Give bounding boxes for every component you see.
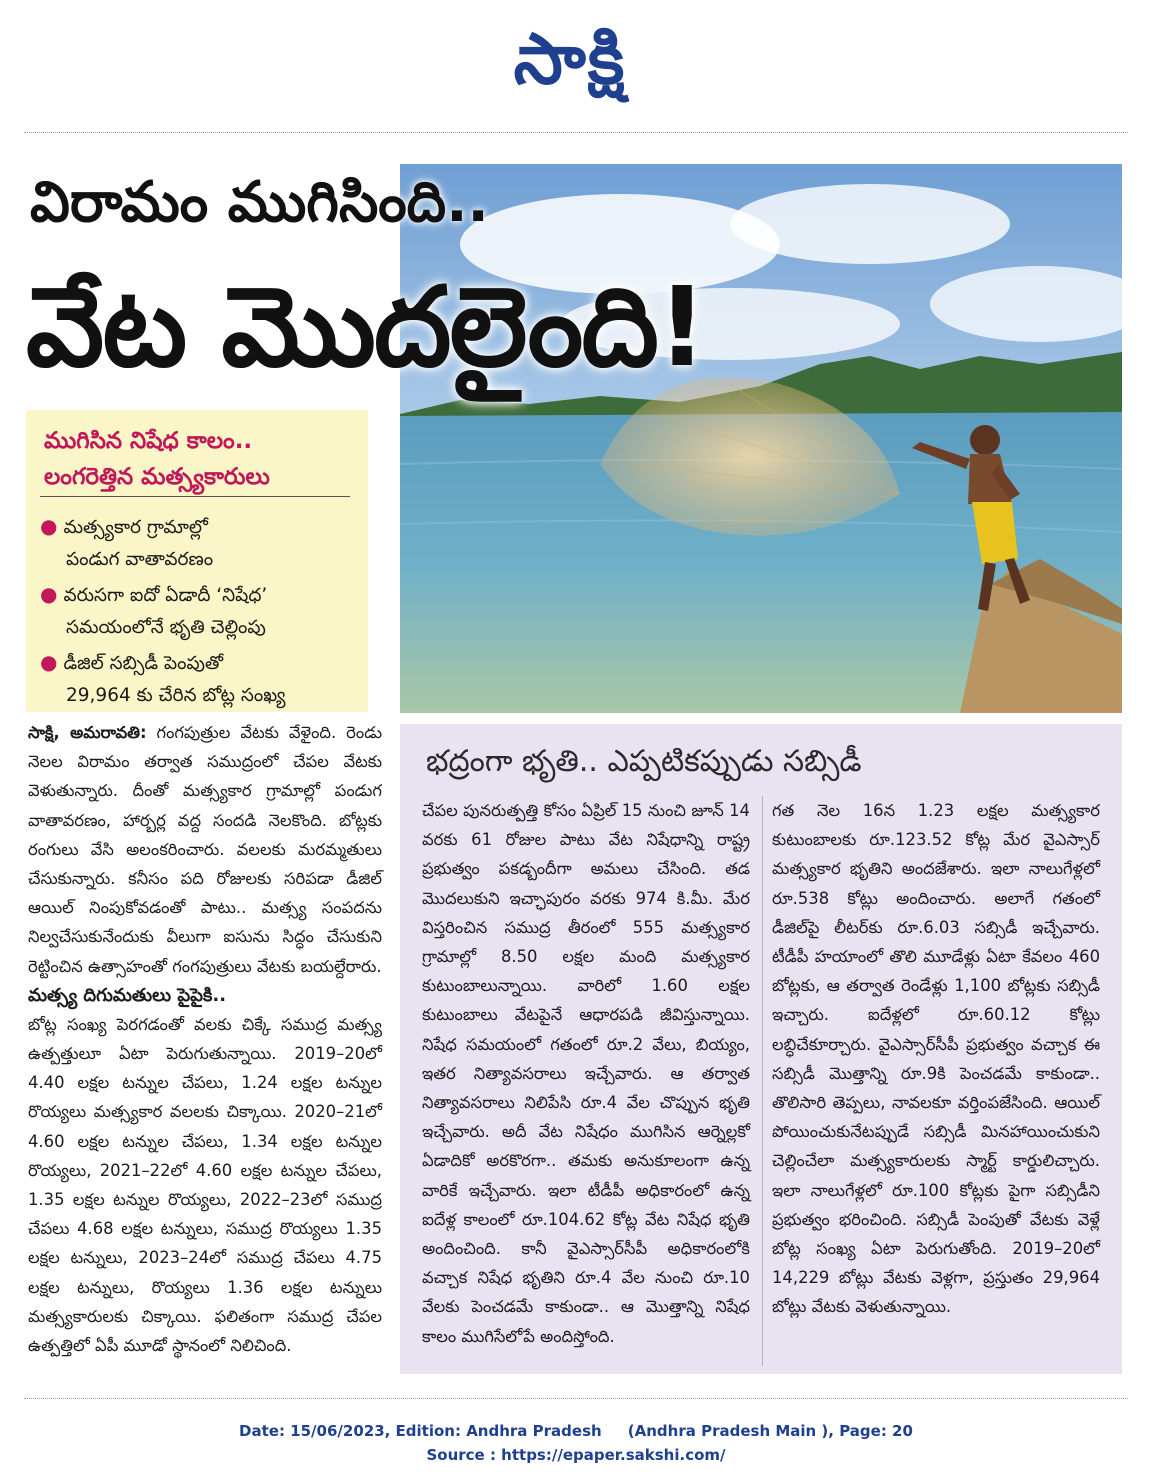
subsidy-box (400, 724, 1122, 1374)
footer-source: Source : https://epaper.sakshi.com/ (426, 1446, 726, 1464)
subsidy-box-column1: చేపల పునరుత్పత్తి కోసం ఏప్రిల్ 15 నుంచి జూన్ 14 వరకు 61 రోజుల పాటు వేట నిషేధాన్ని రాష్ట్ర ప్రభుత్వం పకడ్బందీగా అమలు చేసింది. తడ మొదలుకుని ఇచ్ఛాపురం వరకు 974 కి.మీ. మేర విస్తరించిన సముద్ర తీరంలో 555 మత్స్యకార గ్రామాల్లో 8.50 లక్షల మంది మత్స్యకార కుటుంబాలున్నాయి. వారిలో 1.60 లక్షల కుటుంబాలు వేటపైనే ఆధారపడి జీవిస్తున్నాయి. నిషేధ సమయంలో గతంలో రూ.2 వేలు, బియ్యం, ఇతర నిత్యావసరాలు ఇచ్చేవారు. ఆ తర్వాత నిత్యావసరాలు నిలిపేసి రూ.4 వేల చొప్పున భృతి ఇచ్చేవారు. అదీ వేట నిషేధం ముగిసిన ఆర్నెల్లకో ఏడాదికో అరకొరగా.. తమకు అనుకూలంగా ఉన్న వారికే ఇచ్చేవారు. ఇలా టీడీపీ అధికారంలో ఉన్న ఐదేళ్ల కాలంలో రూ.104.62 కోట్ల వేట నిషేధ భృతి అందించింది. కానీ వైఎస్సార్‌సీపీ అధికారంలోకి వచ్చాక నిషేధ భృతిని రూ.4 వేల నుంచి రూ.10 వేలకు పెంచడమే కాకుండా.. ఆ మొత్తాన్ని నిషేధ కాలం ముగిసేలోపే అందిస్తోంది. (422, 801, 750, 1346)
bottom-divider (24, 1398, 1128, 1399)
highlight-bullet: ● మత్స్యకార గ్రామాల్లో పండుగ వాతావరణం (40, 514, 214, 570)
left-article-para1: సాక్షి, అమరావతి: గంగపుత్రుల వేటకు వేళైంది. రెండు నెలల విరామం తర్వాత సముద్రంలో చేపల వేటకు వెళుతున్నారు. దీంతో మత్స్యకార గ్రామాల్లో పండుగ వాతావరణం, హార్బర్ల వద్ద సందడి నెలకొంది. బోట్లకు రంగులు వేసి అలంకరించారు. వలలకు మరమ్మతులు చేసుకున్నారు. కనీసం పది రోజులకు సరిపడా డీజిల్ ఆయిల్ నింపుకోవడంతో పాటు.. మత్స్య సంపదను నిల్వచేసుకునేందుకు వీలుగా ఐసును సిద్ధం చేసుకుని రెట్టించిన ఉత్సాహంతో గంగపుత్రులు వేటకు బయల్దేరారు. (28, 723, 383, 976)
highlights-title-line2: లంగరెత్తిన మత్స్యకారులు (44, 464, 270, 490)
highlights-title-line1: ముగిసిన నిషేధ కాలం.. (44, 428, 253, 454)
column-divider (762, 796, 763, 1366)
highlight-bullet: ● వరుసగా ఐదో ఏడాదీ ‘నిషేధ’ సమయంలోనే భృతి చెల్లింపు (40, 582, 268, 638)
left-article-para2: బోట్ల సంఖ్య పెరగడంతో వలకు చిక్కే సముద్ర మత్స్య ఉత్పత్తులూ ఏటా పెరుగుతున్నాయి. 2019–20లో 4.40 లక్షల టన్నుల చేపలు, 1.24 లక్షల టన్నుల రొయ్యలు మత్స్యకార వలలకు చిక్కాయి. 2020–21లో 4.60 లక్షల టన్నుల చేపలు, 1.34 లక్షల టన్నుల రొయ్యలు, 2021–22లో 4.60 లక్షల టన్నుల చేపలు, 1.35 లక్షల టన్నుల రొయ్యలు, 2022–23లో సముద్ర చేపలు 4.68 లక్షల టన్నులు, సముద్ర రొయ్యలు 1.35 లక్షల టన్నులు, 2023–24లో సముద్ర చేపలు 4.75 లక్షల టన్నులు, రొయ్యలు 1.36 లక్షల టన్నులు మత్స్యకారులకు చిక్కాయి. ఫలితంగా సముద్ర చేపల ఉత్పత్తిలో ఏపీ మూడో స్థానంలో నిలిచింది. (28, 1014, 382, 1356)
highlights-box (26, 410, 368, 712)
dateline: సాక్షి, అమరావతి: (28, 723, 147, 742)
bullet-dot-icon: ● (40, 650, 58, 674)
left-article (28, 718, 382, 1360)
subsidy-box-title: భద్రంగా భృతి.. ఎప్పటికప్పుడు సబ్సిడీ (426, 744, 862, 779)
masthead (0, 0, 1152, 120)
subsidy-box-column2: గత నెల 16న 1.23 లక్షల మత్స్యకార కుటుంబాలకు రూ.123.52 కోట్ల మేర వైఎస్సార్ మత్స్యకార భృతిని అందజేశారు. ఇలా నాలుగేళ్లలో రూ.538 కోట్లు అందించారు. అలాగే గతంలో డీజిల్‌పై లీటర్‌కు రూ.6.03 సబ్సిడీ ఇచ్చేవారు. టీడీపీ హయాంలో తొలి మూడేళ్లు ఏటా కేవలం 460 బోట్లకు, ఆ తర్వాత రెండేళ్లు 1,100 బోట్లకు సబ్సిడీ ఇచ్చారు. ఐదేళ్లలో రూ.60.12 కోట్లు లబ్ధిచేకూర్చారు. వైఎస్సార్‌సీపీ ప్రభుత్వం వచ్చాక ఈ సబ్సిడీ మొత్తాన్ని రూ.9కి పెంచడమే కాకుండా.. తొలిసారి తెప్పలు, నావలకూ వర్తింపజేసింది. ఆయిల్ పోయించుకునేటప్పుడే సబ్సిడీ మినహాయించుకుని చెల్లించేలా మత్స్యకారులకు స్మార్ట్ కార్డులిచ్చారు. ఇలా నాలుగేళ్లలో రూ.100 కోట్లకు పైగా సబ్సిడీని ప్రభుత్వం భరించింది. సబ్సిడీ పెంపుతో వేటకు వెళ్లే బోట్ల సంఖ్య ఏటా పెరుగుతోంది. 2019–20లో 14,229 బోట్లు వేటకు వెళ్లగా, ప్రస్తుతం 29,964 బోట్లు వేటకు వెళుతున్నాయి. (772, 801, 1100, 1317)
fisherman-photo (400, 164, 1122, 713)
highlights-divider (40, 496, 350, 497)
bullet-dot-icon: ● (40, 514, 58, 538)
sakshi-logo: సాక్షి (513, 18, 627, 100)
highlight-bullet: ● డీజిల్ సబ్సిడీ పెంపుతో 29,964 కు చేరిన బోట్ల సంఖ్య (40, 650, 286, 706)
left-article-subhead: మత్స్య దిగుమతులు పైపైకి.. (28, 984, 227, 1006)
top-divider (24, 132, 1128, 133)
headline-line2: వేట మొదలైంది! (26, 263, 706, 391)
headline-line1: విరామం ముగిసింది.. (30, 170, 489, 235)
footer-date-edition: Date: 15/06/2023, Edition: Andhra Pradesh (Andhra Pradesh Main ), Page: 20 (239, 1422, 913, 1440)
bullet-dot-icon: ● (40, 582, 58, 606)
